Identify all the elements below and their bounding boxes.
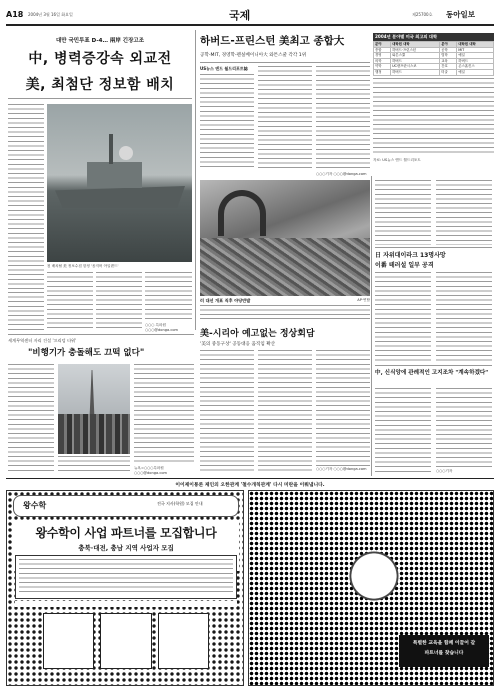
tower-body-col-1 — [8, 364, 54, 474]
ad-tree-illustration — [329, 531, 419, 621]
table-cell: UC샌프란시스코 — [391, 64, 440, 70]
table-cell: 와튼스쿨 — [391, 53, 440, 59]
table-cell: 의학 — [374, 58, 391, 64]
syria-body-col-1 — [200, 350, 254, 474]
rankings-table-extra-rows — [373, 78, 494, 156]
education-ad — [248, 490, 494, 686]
china-tv-byline: ○○○기자 — [436, 469, 453, 473]
wreckage-photo — [200, 180, 370, 296]
table-cell: 예일 — [457, 53, 494, 59]
paper-name: 동아일보 — [446, 10, 475, 19]
issue-number: 제25700호 — [412, 12, 433, 17]
harvard-body-col-3 — [316, 66, 370, 170]
wangsuhak-ad — [6, 490, 244, 686]
ad-section-rule — [6, 478, 494, 479]
tower-byline: 뉴욕=○○○특파원 ○○○@donga.com — [134, 466, 168, 475]
divider — [375, 365, 492, 366]
table-row — [374, 69, 494, 75]
rankings-table-title: 2004년 분야별 미국 최고의 대학 — [373, 33, 494, 41]
harvard-body-col-1 — [200, 74, 254, 170]
table-cell: 하버드 — [391, 58, 440, 64]
harvard-sub2: US뉴스 앤드 월드리포트誌 — [200, 66, 248, 71]
table-header-cell: 분야 — [374, 42, 391, 48]
table-cell: 간호 — [440, 64, 457, 70]
taiwan-body-col-4 — [145, 272, 192, 322]
table-cell: 예일 — [457, 69, 494, 75]
wreckage-caption: 러 대선 개표 직후 야당반발 — [200, 298, 251, 303]
radar-dome — [119, 146, 133, 160]
ad-caption-line-2: 파트너를 찾습니다 — [424, 651, 464, 656]
rankings-grid — [373, 41, 494, 76]
spain-story-col-1 — [375, 272, 431, 362]
taiwan-headline-1: 中, 병력증강속 외교전 — [28, 51, 172, 67]
page-number: A18 — [6, 10, 24, 19]
table-cell: 공학 — [440, 47, 457, 53]
tower-body-col-3 — [134, 364, 194, 464]
tower-body-col-2 — [58, 456, 130, 474]
warship-photo — [47, 104, 192, 262]
table-cell: MIT — [457, 47, 494, 53]
syria-body-col-2 — [258, 350, 312, 474]
table-header-cell: 대학원 대학 — [457, 42, 494, 48]
table-cell: 경영 — [374, 53, 391, 59]
table-cell: 행정 — [374, 69, 391, 75]
harvard-subhead: 공학-MIT, 경영학-펜실베이니아大 와튼스쿨 각각 1위 — [200, 53, 307, 58]
wreckage-caption-text — [200, 305, 370, 315]
table-cell: 교육 — [440, 58, 457, 64]
harvard-byline: ○○○기자 ○○○@donga.com — [316, 172, 367, 176]
taiwan-byline: ○○○ 특파원 ○○○@donga.com — [145, 323, 179, 332]
ad-subheadline: 충북·대전, 충남 지역 사업자 모집 — [78, 544, 174, 552]
taiwan-body-col-2 — [47, 272, 93, 330]
table-cell: 하버드 — [391, 69, 440, 75]
tower-headline: "비행기가 충돌해도 끄떡 없다" — [28, 348, 145, 358]
ad-footer-strip — [15, 601, 237, 607]
table-header-cell: 대학원 대학 — [391, 42, 440, 48]
spain-body-col-1 — [375, 180, 431, 245]
divider — [200, 318, 370, 319]
ad-book-cover — [43, 613, 94, 669]
harvard-body-col-2 — [258, 66, 312, 170]
warship-mast — [109, 134, 113, 164]
china-tv-body-col-2 — [436, 388, 492, 468]
debris — [200, 238, 370, 296]
taiwan-body-col-1b — [8, 292, 44, 330]
divider — [200, 62, 370, 63]
ad-product-images — [43, 613, 209, 669]
warship-hull — [55, 186, 185, 208]
divider — [375, 247, 492, 248]
issue-date: 2004년 3월 16일 화요일 — [28, 12, 73, 17]
rankings-table-source: 자료: US뉴스 앤드 월드리포트 — [373, 157, 421, 162]
wangsuhak-note: 전국 지사(학원) 모집 안내 — [157, 501, 203, 506]
spain-headline: 日 자위대이라크 13명사망 — [375, 252, 446, 259]
ad-headline: 왕수학이 사업 파트너를 모집합니다 — [35, 526, 217, 540]
harvard-headline: 하버드-프린스턴 美최고 종합大 — [200, 35, 345, 47]
syria-byline: ○○○기자 ○○○@donga.com — [316, 467, 367, 471]
taiwan-body-col-3 — [96, 272, 142, 330]
spain-body-col-2 — [436, 180, 492, 245]
masthead-rule — [6, 24, 494, 26]
ad-book-cover — [158, 613, 209, 669]
china-tv-headline: 中, 신식앙에 관례적인 고지조차 "계속하겠다" — [375, 370, 489, 376]
wangsuhak-logo: 왕수학 — [23, 500, 47, 510]
warship-superstructure — [87, 162, 142, 188]
table-cell: 약학 — [374, 64, 391, 70]
china-tv-body-col-1 — [375, 388, 431, 474]
warship-caption: 첫 배치될 美 정보수집 함정 '옵저버 아일랜드' — [47, 264, 119, 268]
table-cell: 하버드·프린스턴 — [391, 47, 440, 53]
ad-info-text — [19, 559, 233, 595]
tower-kicker: 세계무역센터 자리 건설 '프리덤 타워' — [8, 338, 77, 343]
syria-subhead: '美의 중동구상' 공동대응 움직임 확산 — [200, 342, 276, 347]
table-cell: 하버드 — [457, 58, 494, 64]
divider — [8, 334, 194, 335]
skyline-buildings — [58, 414, 130, 454]
rankings-table — [373, 33, 494, 173]
spain-story-col-2 — [436, 272, 492, 362]
taiwan-kicker: 대만 국민투표 D-4… 兩岸 긴장고조 — [55, 38, 145, 44]
spain-subhead: 이番 테러설 일부 공격 — [375, 262, 434, 269]
wreck-arch — [218, 190, 266, 236]
table-cell: 종합 — [374, 47, 391, 53]
table-cell: 법학 — [440, 53, 457, 59]
section-title: 국제 — [229, 9, 251, 22]
taiwan-body-col-1 — [8, 104, 44, 290]
divider — [8, 98, 192, 99]
table-cell: 존스홉킨스 — [457, 64, 494, 70]
taiwan-headline-2: 美, 최첨단 정보함 배치 — [25, 77, 175, 93]
ad-logo-panel — [13, 495, 239, 517]
column-divider — [371, 176, 372, 476]
ad-banner-text: 이이제이통론 제인의 오한관계 '철수개칙관계' 다시 미란을 이뤄냅니다. — [175, 483, 325, 488]
syria-body-col-3 — [316, 350, 370, 466]
table-header-cell: 분야 — [440, 42, 457, 48]
ad-caption-line-1: 특별한 교육을 함께 이끌어 갈 — [412, 641, 476, 646]
wreckage-credit: AP·연합 — [357, 298, 370, 302]
ad-book-cover — [100, 613, 151, 669]
city-skyline-photo — [58, 364, 130, 454]
table-cell: 미술 — [440, 69, 457, 75]
ad-info-box — [15, 555, 237, 599]
column-divider — [195, 30, 196, 330]
syria-headline: 美-시리아 예고없는 정상회담 — [200, 329, 315, 339]
